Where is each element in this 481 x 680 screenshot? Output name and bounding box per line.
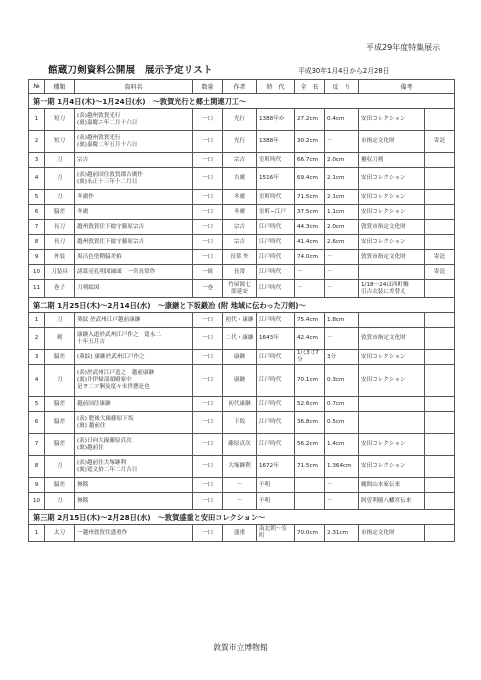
cell-quantity: 一口 (193, 365, 223, 397)
cell-era: 江戸時代 (257, 265, 295, 280)
cell-era: 1516年 (257, 168, 295, 190)
cell-total-length: 70.0cm (295, 525, 325, 542)
cell-era: 江戸時代 (257, 235, 295, 250)
cell-total-length (295, 493, 325, 510)
section-title: 第三期 2月15日(木)〜2月28日(水) 〜敦賀盛重と安田コレクション〜 (29, 510, 455, 525)
cell-maker: 大塚継利 (223, 456, 257, 478)
cell-quantity: 一口 (193, 434, 223, 456)
cell-remarks: 敦賀市指定文化財 (359, 328, 425, 350)
series-label: 平成29年度特集展示 (366, 43, 441, 52)
cell-item-type: 刀 (45, 153, 75, 168)
cell-maker: 初代・康継 (223, 313, 257, 328)
cell-curvature: － (325, 328, 359, 350)
cell-total-length (295, 478, 325, 493)
cell-curvature: 1.1cm (325, 205, 359, 220)
table-row (29, 493, 455, 510)
cell-remarks-extra (425, 190, 455, 205)
cell-remarks: 敦賀市指定文化財 (359, 250, 425, 265)
cell-quantity: 一口 (193, 250, 223, 265)
cell-maker: 康継 (223, 365, 257, 397)
cell-era: 江戸時代 (257, 220, 295, 235)
table-row (29, 131, 455, 153)
cell-item-type: 脇差 (45, 350, 75, 365)
table-row (29, 190, 455, 205)
cell-item-name: (表)於武州江戸造之 越前康継 (裏)井伊掃部頭殿家中 是ヲ二ツ胴及度々末世懸是也 (75, 365, 193, 397)
cell-total-length: 41.4cm (295, 235, 325, 250)
column-header-era: 時 代 (257, 80, 295, 94)
cell-item-name: 越州敦賀住下総守藤原宗吉 (75, 235, 193, 250)
cell-total-length: 71.5cm (295, 190, 325, 205)
cell-remarks-extra (425, 328, 455, 350)
cell-curvature: － (325, 478, 359, 493)
cell-curvature: 2.1cm (325, 190, 359, 205)
cell-quantity: 一口 (193, 328, 223, 350)
cell-item-type: 短刀 (45, 131, 75, 153)
cell-remarks: 市指定文化財 (359, 525, 425, 542)
column-header-no: № (29, 80, 45, 94)
cell-item-type: 脇差 (45, 397, 75, 412)
table-row (29, 265, 455, 280)
cell-maker: 光行 (223, 109, 257, 131)
cell-remarks-extra (425, 412, 455, 434)
cell-remarks: 安田コレクション (359, 365, 425, 397)
cell-remarks: 縄間山本家伝来 (359, 478, 425, 493)
cell-quantity: 一口 (193, 153, 223, 168)
table-row (29, 478, 455, 493)
cell-remarks (359, 265, 425, 280)
cell-total-length: 27.2cm (295, 109, 325, 131)
cell-row-number: 4 (29, 365, 45, 397)
cell-row-number: 6 (29, 205, 45, 220)
cell-maker: 二代・康継 (223, 328, 257, 350)
cell-row-number: 6 (29, 412, 45, 434)
table-header-row (29, 80, 455, 94)
cell-item-type: 刀 (45, 313, 75, 328)
cell-total-length: － (295, 265, 325, 280)
cell-remarks-extra (425, 109, 455, 131)
cell-remarks-extra: 寄託 (425, 131, 455, 153)
cell-row-number: 4 (29, 168, 45, 190)
table-row (29, 434, 455, 456)
table-row (29, 328, 455, 350)
cell-era: 江戸時代 (257, 365, 295, 397)
cell-remarks (359, 313, 425, 328)
cell-remarks-extra (425, 434, 455, 456)
table-row (29, 235, 455, 250)
section-title: 第一期 1月4日(木)〜1月24日(水) 〜敦賀光行と郷土関連刀工〜 (29, 94, 455, 109)
cell-maker: 吉廣 (223, 168, 257, 190)
cell-quantity: 一口 (193, 525, 223, 542)
cell-total-length: 74.0cm (295, 250, 325, 265)
cell-curvature: － (325, 280, 359, 298)
cell-total-length: － (295, 280, 325, 298)
cell-maker: 竹屋源七 郎延安 (223, 280, 257, 298)
cell-item-name: (表)越州敦賀光行 (裏)嘉慶二年五月十六日 (75, 131, 193, 153)
cell-maker: 藤原貞次 (223, 434, 257, 456)
cell-era: 南北朝〜室町 (257, 525, 295, 542)
cell-curvature: 2.31cm (325, 525, 359, 542)
cell-curvature: 1.8cm (325, 313, 359, 328)
table-row (29, 168, 455, 190)
cell-item-name: 刀剣絵図 (75, 280, 193, 298)
cell-maker: 盛重 (223, 525, 257, 542)
cell-curvature: 0.7cm (325, 397, 359, 412)
cell-curvature: 0.3cm (325, 365, 359, 397)
cell-maker: 光行 (223, 131, 257, 153)
cell-total-length: 37.5cm (295, 205, 325, 220)
section-header (29, 298, 455, 313)
cell-item-name: 冬廣作 (75, 190, 193, 205)
cell-item-type: 刀 (45, 456, 75, 478)
cell-remarks-extra (425, 493, 455, 510)
cell-row-number: 2 (29, 328, 45, 350)
cell-remarks: 市指定文化財 (359, 131, 425, 153)
cell-row-number: 7 (29, 220, 45, 235)
cell-curvature: 1.4cm (325, 434, 359, 456)
table-row (29, 397, 455, 412)
cell-total-length: 52.6cm (295, 397, 325, 412)
cell-remarks-extra (425, 350, 455, 365)
cell-remarks-extra (425, 205, 455, 220)
cell-total-length: 71.5cm (295, 456, 325, 478)
cell-curvature: 2.1cm (325, 168, 359, 190)
cell-curvature: 2.0cm (325, 220, 359, 235)
column-header-curvature: 反 り (325, 80, 359, 94)
cell-remarks-extra (425, 168, 455, 190)
cell-quantity: 一口 (193, 205, 223, 220)
cell-remarks-extra: 寄託 (425, 265, 455, 280)
cell-remarks (359, 397, 425, 412)
table-row (29, 456, 455, 478)
cell-maker: 長常 外 (223, 250, 257, 265)
cell-quantity: 一巻 (193, 280, 223, 298)
cell-quantity: 一口 (193, 478, 223, 493)
cell-era: 江戸時代 (257, 280, 295, 298)
cell-era: 不明 (257, 493, 295, 510)
cell-item-name: 宗吉 (75, 153, 193, 168)
cell-row-number: 2 (29, 131, 45, 153)
cell-item-name: (表)越前住大塚継利 (裏)寛文拾二年二月吉日 (75, 456, 193, 478)
cell-quantity: 一口 (193, 412, 223, 434)
cell-item-type: 刀 (45, 168, 75, 190)
cell-curvature: 0.5cm (325, 412, 359, 434)
cell-era: 江戸時代 (257, 434, 295, 456)
cell-item-name: (表)越州敦賀光行 (裏)嘉慶ニ年二月十六日 (75, 109, 193, 131)
cell-maker: 宗吉 (223, 153, 257, 168)
cell-remarks: 1/18〜24は西町鯛 引古衣装に差替え (359, 280, 425, 298)
column-header-maker: 作者 (223, 80, 257, 94)
cell-item-name: 葵紋 於武州江戸越前康継 (75, 313, 193, 328)
cell-era: 室町−江戸 (257, 205, 295, 220)
table-row (29, 525, 455, 542)
cell-maker: 初代康継 (223, 397, 257, 412)
cell-maker: － (223, 493, 257, 510)
cell-remarks: 安田コレクション (359, 168, 425, 190)
table-row (29, 109, 455, 131)
cell-total-length: 69.4cm (295, 168, 325, 190)
cell-era: 1643年 (257, 328, 295, 350)
cell-row-number: 1 (29, 525, 45, 542)
cell-remarks: 安田コレクション (359, 205, 425, 220)
cell-era: 江戸時代 (257, 397, 295, 412)
cell-total-length: 1尺3寸7分 (295, 350, 325, 365)
cell-remarks-extra (425, 365, 455, 397)
cell-row-number: 9 (29, 250, 45, 265)
cell-item-type: 脇差 (45, 205, 75, 220)
cell-item-name: (表)越前国住敦賀郡吉廣作 (裏)永正十三年十二月日 (75, 168, 193, 190)
cell-row-number: 5 (29, 397, 45, 412)
cell-remarks: 敦賀市指定文化財 (359, 220, 425, 235)
cell-remarks: 安田コレクション (359, 350, 425, 365)
cell-curvature: 1.364cm (325, 456, 359, 478)
cell-row-number: 5 (29, 190, 45, 205)
cell-item-name: (葵紋) 康継於武州江戸作之 (75, 350, 193, 365)
cell-item-name: 無銘 (75, 478, 193, 493)
column-header-remarks: 備考 (359, 80, 455, 94)
cell-row-number: 11 (29, 280, 45, 298)
cell-quantity: 一口 (193, 190, 223, 205)
cell-item-type: 脇差 (45, 434, 75, 456)
cell-era: 江戸時代 (257, 313, 295, 328)
cell-remarks-extra (425, 397, 455, 412)
cell-quantity: 一口 (193, 493, 223, 510)
cell-remarks: 阿曽利稲八幡宮伝来 (359, 493, 425, 510)
cell-item-name: 一越州敦賀住盛重作 (75, 525, 193, 542)
cell-remarks: 安田コレクション (359, 190, 425, 205)
cell-item-type: 刀 (45, 365, 75, 397)
cell-remarks-extra (425, 280, 455, 298)
table-row (29, 205, 455, 220)
table-body (29, 94, 455, 542)
cell-quantity: 一口 (193, 313, 223, 328)
cell-item-name: 諸葛亮孔明図縁頭 一宮長常作 (75, 265, 193, 280)
table-row (29, 250, 455, 265)
cell-item-type: 刀 (45, 493, 75, 510)
cell-curvature: － (325, 131, 359, 153)
cell-row-number: 8 (29, 235, 45, 250)
cell-curvature: － (325, 250, 359, 265)
table-row (29, 220, 455, 235)
cell-maker: 宗吉 (223, 220, 257, 235)
cell-curvature: 2.6cm (325, 235, 359, 250)
cell-item-name: 無銘 (75, 493, 193, 510)
cell-maker: 長常 (223, 265, 257, 280)
cell-total-length: 36.8cm (295, 412, 325, 434)
cell-era: 不明 (257, 478, 295, 493)
cell-era: 室町時代 (257, 153, 295, 168)
cell-row-number: 3 (29, 153, 45, 168)
cell-curvature: 0.4cm (325, 109, 359, 131)
column-header-quantity: 数量 (193, 80, 223, 94)
cell-row-number: 1 (29, 109, 45, 131)
cell-remarks: 安田コレクション (359, 235, 425, 250)
cell-curvature: 3分 (325, 350, 359, 365)
cell-remarks-extra (425, 220, 455, 235)
column-header-type: 種類 (45, 80, 75, 94)
cell-item-type: 短刀 (45, 109, 75, 131)
cell-remarks-extra (425, 456, 455, 478)
cell-row-number: 1 (29, 313, 45, 328)
cell-remarks: 安田コレクション (359, 109, 425, 131)
cell-quantity: 一口 (193, 397, 223, 412)
cell-quantity: 一口 (193, 168, 223, 190)
cell-remarks (359, 412, 425, 434)
cell-item-type: 外装 (45, 250, 75, 265)
section-title: 第二期 1月25日(木)〜2月14日(水) 〜康継と下坂鍛冶 (附 地域に伝わった刀剣)〜 (29, 298, 455, 313)
cell-item-type: 剣 (45, 328, 75, 350)
cell-curvature: － (325, 493, 359, 510)
cell-maker: 宗吉 (223, 235, 257, 250)
cell-remarks-extra (425, 153, 455, 168)
cell-item-name: 越前国住康継 (75, 397, 193, 412)
cell-total-length: 42.4cm (295, 328, 325, 350)
cell-remarks-extra (425, 313, 455, 328)
cell-total-length: 70.1cm (295, 365, 325, 397)
cell-item-name: 黒呂色塗鞘脇差拵 (75, 250, 193, 265)
exhibition-period: 平成30年1月4日から2月28日 (298, 67, 390, 75)
cell-row-number: 9 (29, 478, 45, 493)
cell-item-type: 太刀 (45, 525, 75, 542)
cell-era: 江戸時代 (257, 250, 295, 265)
cell-item-name: 越州敦賀住下総守藤原宗吉 (75, 220, 193, 235)
cell-item-type: 長刀 (45, 235, 75, 250)
cell-maker: 下坂 (223, 412, 257, 434)
cell-maker: － (223, 478, 257, 493)
cell-era: 1672年 (257, 456, 295, 478)
cell-quantity: 一組 (193, 265, 223, 280)
cell-item-name: (表)日向大掾藤原貞次 (裏)越前住 (75, 434, 193, 456)
cell-total-length: 75.4cm (295, 313, 325, 328)
cell-era: 江戸時代 (257, 350, 295, 365)
cell-total-length: 66.7cm (295, 153, 325, 168)
section-header (29, 94, 455, 109)
cell-item-type: 長刀 (45, 220, 75, 235)
cell-item-type: 刀装具 (45, 265, 75, 280)
table-row (29, 313, 455, 328)
cell-curvature: － (325, 265, 359, 280)
cell-remarks: 安田コレクション (359, 456, 425, 478)
table-row (29, 350, 455, 365)
cell-remarks-extra (425, 235, 455, 250)
table-row (29, 153, 455, 168)
cell-item-type: 巻子 (45, 280, 75, 298)
cell-remarks-extra: 寄託 (425, 250, 455, 265)
cell-quantity: 一口 (193, 220, 223, 235)
cell-era: 1388年 (257, 131, 295, 153)
cell-item-name: (表) 肥後大掾藤原下坂 (裏) 越前住 (75, 412, 193, 434)
table-row (29, 412, 455, 434)
cell-era: 1388年か (257, 109, 295, 131)
cell-remarks: 擾収刀剣 (359, 153, 425, 168)
cell-total-length: 56.2cm (295, 434, 325, 456)
cell-total-length: 44.3cm (295, 220, 325, 235)
museum-name: 敦賀市立博物館 (213, 643, 268, 652)
cell-total-length: 30.2cm (295, 131, 325, 153)
document-title: 館蔵刀剣資料公開展 展示予定リスト (48, 65, 213, 76)
cell-item-type: 脇差 (45, 478, 75, 493)
cell-curvature: 2.0cm (325, 153, 359, 168)
cell-quantity: 一口 (193, 235, 223, 250)
cell-quantity: 一口 (193, 456, 223, 478)
cell-remarks-extra (425, 478, 455, 493)
cell-era: 室町時代 (257, 190, 295, 205)
cell-row-number: 10 (29, 265, 45, 280)
cell-maker: 冬廣 (223, 205, 257, 220)
cell-maker: 康継 (223, 350, 257, 365)
cell-remarks: 安田コレクション (359, 434, 425, 456)
cell-item-type: 脇差 (45, 412, 75, 434)
cell-row-number: 7 (29, 434, 45, 456)
table-row (29, 365, 455, 397)
cell-item-type: 刀 (45, 190, 75, 205)
cell-quantity: 一口 (193, 350, 223, 365)
cell-quantity: 一口 (193, 109, 223, 131)
exhibit-list-table (28, 79, 455, 542)
column-header-name: 資料名 (75, 80, 193, 94)
cell-remarks-extra (425, 525, 455, 542)
cell-quantity: 一口 (193, 131, 223, 153)
cell-item-name: 康継入道於武州江戸作之 寛永二 十年五月吉 (75, 328, 193, 350)
cell-row-number: 8 (29, 456, 45, 478)
table-row (29, 280, 455, 298)
column-header-length: 全 長 (295, 80, 325, 94)
cell-maker: 冬廣 (223, 190, 257, 205)
cell-era: 江戸時代 (257, 412, 295, 434)
cell-item-name: 冬廣 (75, 205, 193, 220)
cell-row-number: 3 (29, 350, 45, 365)
section-header (29, 510, 455, 525)
cell-row-number: 10 (29, 493, 45, 510)
